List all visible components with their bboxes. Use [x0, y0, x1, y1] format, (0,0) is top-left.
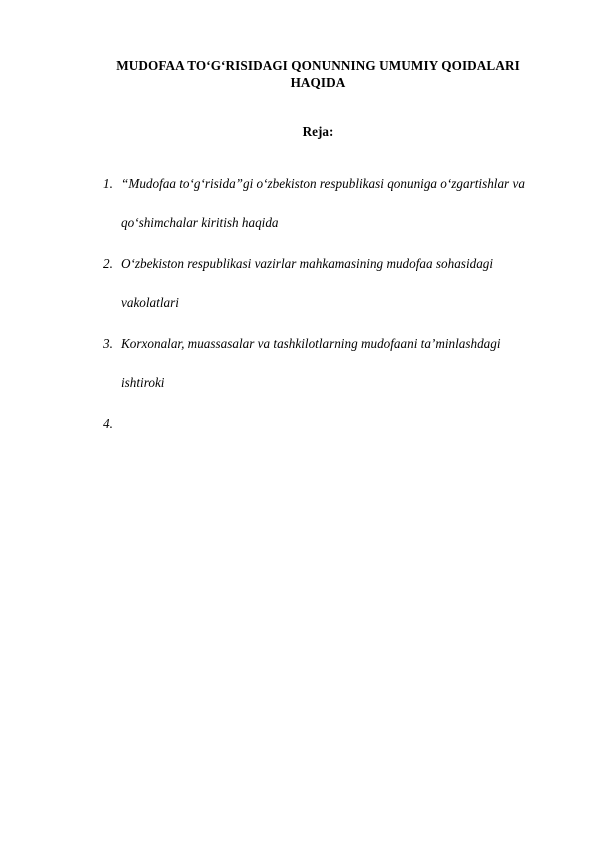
plan-item-text: O‘zbekiston respublikasi vazirlar mahkamasining mudofaa sohasidagi: [121, 256, 494, 271]
plan-item-number: 2.: [103, 256, 113, 271]
plan-item-number: 1.: [103, 176, 113, 191]
plan-item-number: 4.: [103, 416, 113, 431]
plan-item-text-continued: ishtiroki: [121, 375, 165, 390]
plan-item-text: Korxonalar, muassasalar va tashkilotlarning mudofaani ta’minlashdagi: [121, 336, 501, 351]
plan-item-text-continued: qo‘shimchalar kiritish haqida: [121, 215, 279, 230]
plan-heading: Reja:: [302, 124, 334, 139]
plan-item-text: “Mudofaa to‘g‘risida”gi o‘zbekiston respublikasi qonuniga o‘zgartishlar va: [121, 176, 525, 191]
plan-item-text-continued: vakolatlari: [121, 295, 179, 310]
document-title: MUDOFAA TO‘G‘RISIDAGI QONUNNING UMUMIY QOIDALARI HAQIDA: [116, 58, 520, 90]
plan-item-number: 3.: [103, 336, 113, 351]
